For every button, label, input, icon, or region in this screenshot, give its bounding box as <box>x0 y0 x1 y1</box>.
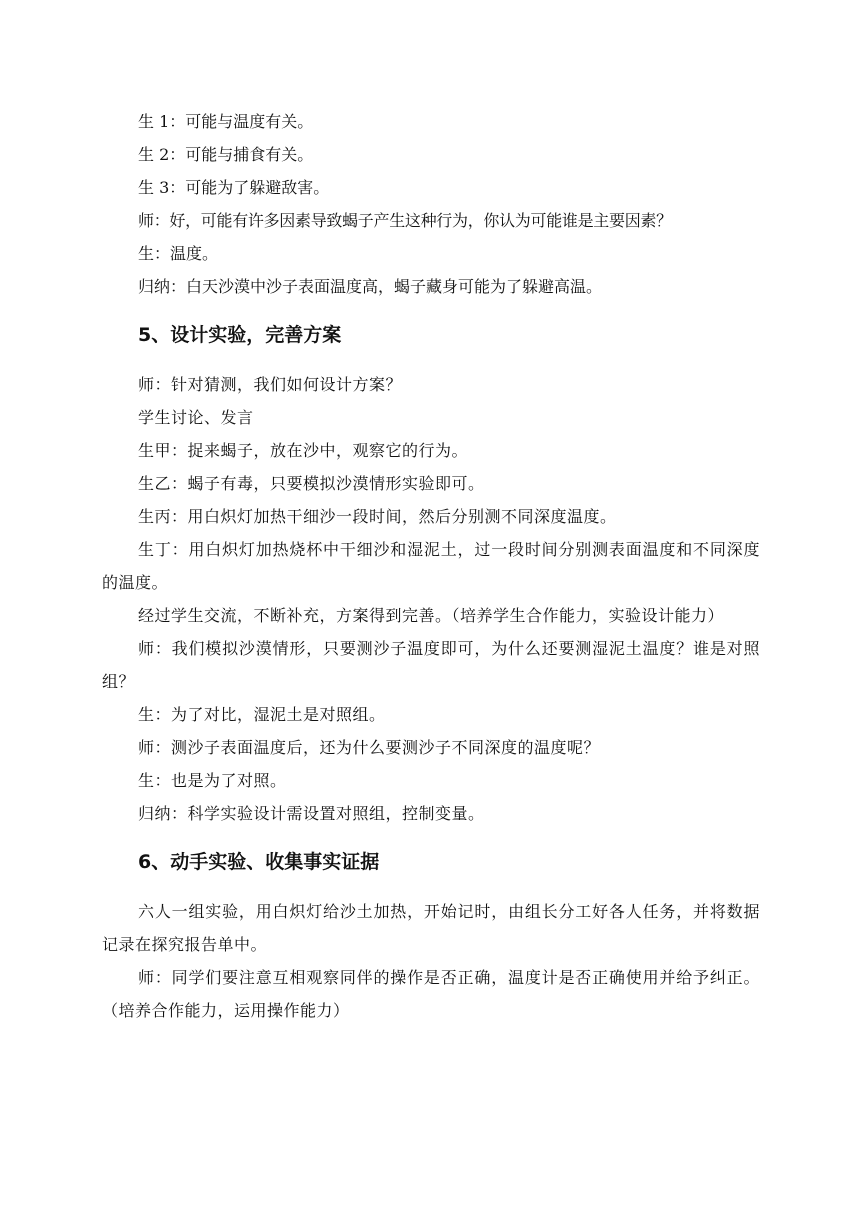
dialogue-line: 生 3：可能为了躲避敌害。 <box>138 178 330 197</box>
dialogue-line: 生甲：捉来蝎子，放在沙中，观察它的行为。 <box>138 441 469 460</box>
dialogue-line: 生丁：用白炽灯加热烧杯中干细沙和湿泥土，过一段时间分别测表面温度和不同深度的温度。 <box>102 540 760 592</box>
dialogue-line: 经过学生交流，不断补充，方案得到完善。（培养学生合作能力，实验设计能力） <box>138 606 725 625</box>
dialogue-line: 生：也是为了对照。 <box>138 771 287 790</box>
dialogue-line: 生：为了对比，湿泥土是对照组。 <box>138 705 386 724</box>
dialogue-line: 师：同学们要注意互相观察同伴的操作是否正确，温度计是否正确使用并给予纠正。（培养合作能力，运用操作能力） <box>102 968 760 1020</box>
intro-dialogue <box>102 105 760 303</box>
dialogue-line: 师：针对猜测，我们如何设计方案？ <box>138 375 403 394</box>
section-5-heading: 5、设计实验，完善方案 <box>138 324 342 346</box>
dialogue-line: 生 2：可能与捕食有关。 <box>138 145 314 164</box>
dialogue-line: 师：测沙子表面温度后，还为什么要测沙子不同深度的温度呢？ <box>138 738 601 757</box>
paragraph: 六人一组实验，用白炽灯给沙土加热，开始记时，由组长分工好各人任务，并将数据记录在探究报告单中。 <box>102 902 760 954</box>
dialogue-line: 生丙：用白炽灯加热干细沙一段时间，然后分别测不同深度温度。 <box>138 507 617 526</box>
section-5-body <box>102 368 760 830</box>
dialogue-line: 生乙：蝎子有毒，只要模拟沙漠情形实验即可。 <box>138 474 485 493</box>
section-6-body <box>102 895 760 1027</box>
dialogue-line: 学生讨论、发言 <box>138 408 254 427</box>
summary-line: 归纳：白天沙漠中沙子表面温度高，蝎子藏身可能为了躲避高温。 <box>138 277 603 296</box>
section-6-heading: 6、动手实验、收集事实证据 <box>138 851 380 873</box>
dialogue-line: 师：我们模拟沙漠情形，只要测沙子温度即可，为什么还要测湿泥土温度？谁是对照组？ <box>102 639 760 691</box>
dialogue-line: 生 1：可能与温度有关。 <box>138 112 314 131</box>
dialogue-line: 师：好，可能有许多因素导致蝎子产生这种行为，你认为可能谁是主要因素？ <box>138 211 672 230</box>
dialogue-line: 生：温度。 <box>138 244 219 263</box>
document-body <box>102 105 760 1027</box>
summary-line: 归纳：科学实验设计需设置对照组，控制变量。 <box>138 804 485 823</box>
